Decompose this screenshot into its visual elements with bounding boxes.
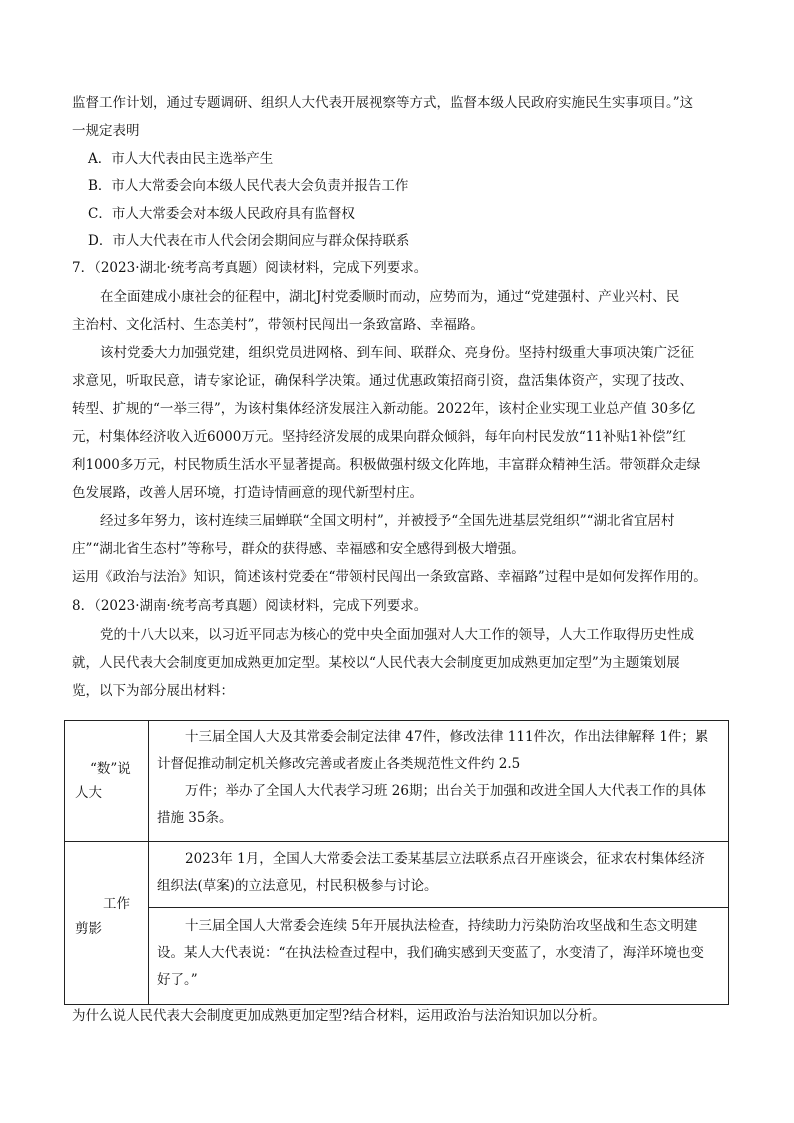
row2-label-line-2: 剪影 [75,921,102,937]
option-b: B．市人大常委会向本级人民代表大会负责并报告工作 [88,178,409,194]
q8-intro-line-1: 党的十八大以来，以习近平同志为核心的党中央全面加强对人大工作的领导，人大工作取得历史性成 [100,627,694,643]
row1-label-line-2: 人大 [75,785,102,801]
q7-p3-line-2: 庄”“湖北省生态村”等称号，群众的获得感、幸福感和安全感得到极大增强。 [72,541,525,557]
row2b-text-line-1: 十三届全国人大常委会连续 5年开展执法检查，持续助力污染防治攻坚战和生态文明建 [185,918,698,934]
row2-label-line-1: 工作 [103,896,130,912]
q6-stem-line-1: 监督工作计划，通过专题调研、组织人大代表开展视察等方式，监督本级人民政府实施民生实事项目。”这 [72,95,694,111]
q8-intro-line-3: 览，以下为部分展出材料： [72,683,234,699]
row2a-text-line-1: 2023年 1月，全国人大常委会法工委某基层立法联系点召开座谈会，征求农村集体经济 [185,851,705,867]
row1-text-line-2: 计督促推动制定机关修改完善或者废止各类规范性文件约 2.5 [157,756,521,772]
option-a: A．市人大代表由民主选举产生 [88,151,274,167]
q7-p2-line-4: 元，村集体经济收入近6000万元。坚持经济发展的成果向群众倾斜，每年向村民发放“11补贴1补偿”红 [72,429,686,445]
q7-p2-line-5: 利1000多万元，村民物质生活水平显著提高。积极做强村级文化阵地，丰富群众精神生活。带领群众走绿 [72,457,701,473]
q6-stem-line-2: 一规定表明 [72,123,140,139]
option-d: D．市人大代表在市人代会闭会期间应与群众保持联系 [88,233,410,249]
material-table [64,720,729,1005]
q8-question: 为什么说人民代表大会制度更加成熟更加定型?结合材料，运用政治与法治知识加以分析。 [72,1008,606,1024]
table-subrow-divider [148,907,728,908]
q7-p3-line-1: 经过多年努力，该村连续三届蝉联“全国文明村”，并被授予“全国先进基层党组织”“湖北省宜居村 [100,513,675,529]
q7-heading: 7．（2023·湖北·统考高考真题）阅读材料，完成下列要求。 [72,260,428,276]
row1-text-line-4: 措施 35条。 [157,810,233,826]
q7-question: 运用《政治与法治》知识，简述该村党委在“带领村民闯出一条致富路、幸福路”过程中是如何发挥作用的。 [72,569,707,585]
row2b-text-line-2: 设。某人大代表说：“在执法检查过程中，我们确实感到天变蓝了，水变清了，海洋环境也变 [157,945,704,961]
row2b-text-line-3: 好了。” [157,972,198,988]
q7-p1-line-1: 在全面建成小康社会的征程中，湖北J村党委顺时而动，应势而为，通过“党建强村、产业兴村、民 [100,289,680,305]
q8-heading: 8．（2023·湖南·统考高考真题）阅读材料，完成下列要求。 [72,598,428,614]
q7-p2-line-6: 色发展路，改善人居环境，打造诗情画意的现代新型村庄。 [72,485,423,501]
table-row-divider [65,841,728,842]
q7-p1-line-2: 主治村、文化活村、生态美村”，带领村民闯出一条致富路、幸福路。 [72,317,484,333]
row1-text-line-1: 十三届全国人大及其常委会制定法律 47件，修改法律 111件次，作出法律解释 1件；累 [185,729,709,745]
q7-p2-line-2: 求意见，听取民意，请专家论证，确保科学决策。通过优惠政策招商引资，盘活集体资产，实现了技改、 [72,373,693,389]
row2a-text-line-2: 组织法(草案)的立法意见，村民积极参与讨论。 [157,878,438,894]
option-c: C．市人大常委会对本级人民政府具有监督权 [88,206,355,222]
q7-p2-line-1: 该村党委大力加强党建，组织党员进网格、到车间、联群众、亮身份。坚持村级重大事项决策广泛征 [100,345,694,361]
row1-text-line-3: 万件；举办了全国人大代表学习班 26期；出台关于加强和改进全国人大代表工作的具体 [185,783,706,799]
row1-label-line-1: “数”说 [90,761,131,777]
q8-intro-line-2: 就，人民代表大会制度更加成熟更加定型。某校以“人民代表大会制度更加成熟更加定型”为主题策划展 [72,655,680,671]
table-column-divider [148,721,149,1004]
q7-p2-line-3: 转型、扩规的“一举三得”，为该村集体经济发展注入新动能。2022年，该村企业实现工业总产值 30多亿 [72,401,696,417]
